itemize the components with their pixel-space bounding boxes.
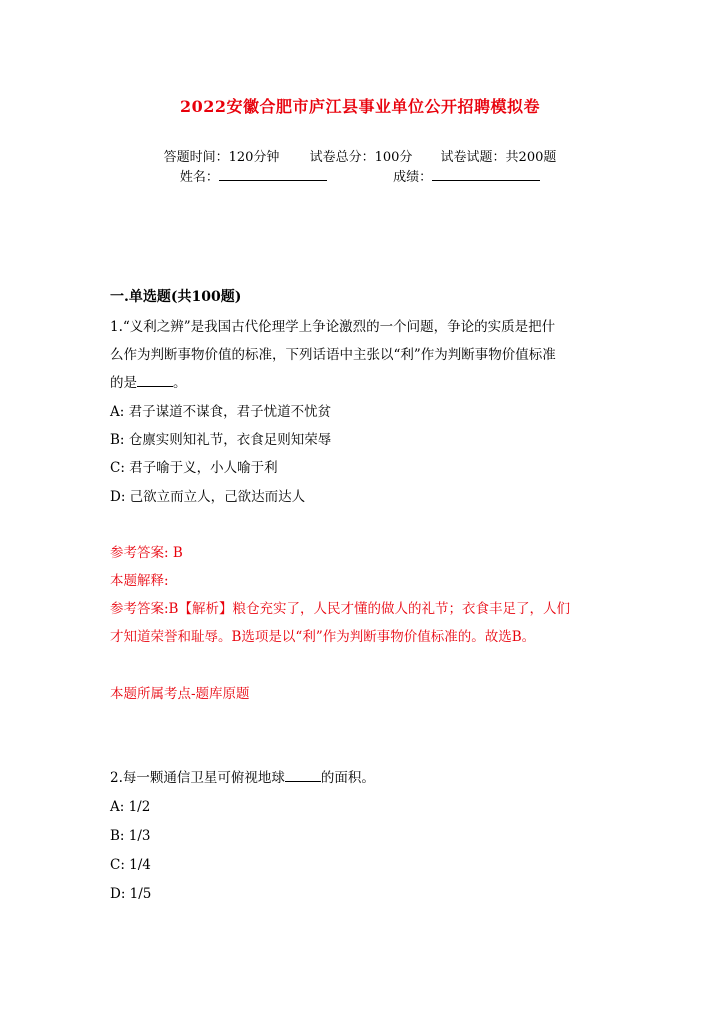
q1-topic: 本题所属考点-题库原题 <box>110 686 250 702</box>
q2-stem <box>110 768 375 788</box>
exam-title: 2022安徽合肥市庐江县事业单位公开招聘模拟卷 <box>179 97 541 116</box>
q1-explain-label: 本题解释: <box>110 573 169 589</box>
q1-explain-line2: 才知道荣誉和耻辱。B选项是以“利”作为判断事物价值标准的。故选B。 <box>110 629 536 645</box>
q2-option-d: D: 1/5 <box>110 886 152 902</box>
q1-option-a: A: 君子谋道不谋食，君子忧道不忧贫 <box>110 404 332 420</box>
q1-explain-line1: 参考答案:B【解析】粮仓充实了，人民才懂的做人的礼节；衣食丰足了，人们 <box>110 601 570 617</box>
q1-option-b: B: 仓廪实则知礼节，衣食足则知荣辱 <box>110 432 332 448</box>
result-blank <box>432 170 540 181</box>
q2-stem-post: 的面积。 <box>320 770 375 786</box>
q1-stem-post: 。 <box>173 375 187 391</box>
q2-answer-blank <box>285 769 321 782</box>
q1-stem-line1: 1.“义利之辨”是我国古代伦理学上争论激烈的一个问题，争论的实质是把什 <box>110 319 556 335</box>
q1-stem-line2: 么作为判断事物价值的标准，下列话语中主张以“利”作为判断事物价值标准 <box>110 347 556 363</box>
q1-stem-pre: 的是 <box>110 375 137 391</box>
name-blank <box>219 170 327 181</box>
count-label: 试卷试题：共200题 <box>440 150 557 165</box>
q2-stem-pre: 2.每一颗通信卫星可俯视地球 <box>110 770 285 786</box>
q2-option-a: A: 1/2 <box>110 799 151 815</box>
q2-option-c: C: 1/4 <box>110 857 151 873</box>
result-label: 成绩： <box>393 170 433 185</box>
q1-answer-blank <box>137 374 173 387</box>
score-label: 试卷总分：100分 <box>309 150 413 165</box>
q1-option-c: C: 君子喻于义，小人喻于利 <box>110 460 278 476</box>
q2-option-b: B: 1/3 <box>110 828 151 844</box>
name-label: 姓名： <box>179 170 219 185</box>
section-heading: 一.单选题(共100题) <box>110 289 242 305</box>
q1-answer: 参考答案: B <box>110 545 183 561</box>
time-label: 答题时间：120分钟 <box>163 150 280 165</box>
candidate-row <box>0 166 720 185</box>
q1-option-d: D: 己欲立而立人，己欲达而达人 <box>110 489 306 505</box>
q1-stem-line3 <box>110 373 187 393</box>
exam-meta-row <box>0 146 720 165</box>
